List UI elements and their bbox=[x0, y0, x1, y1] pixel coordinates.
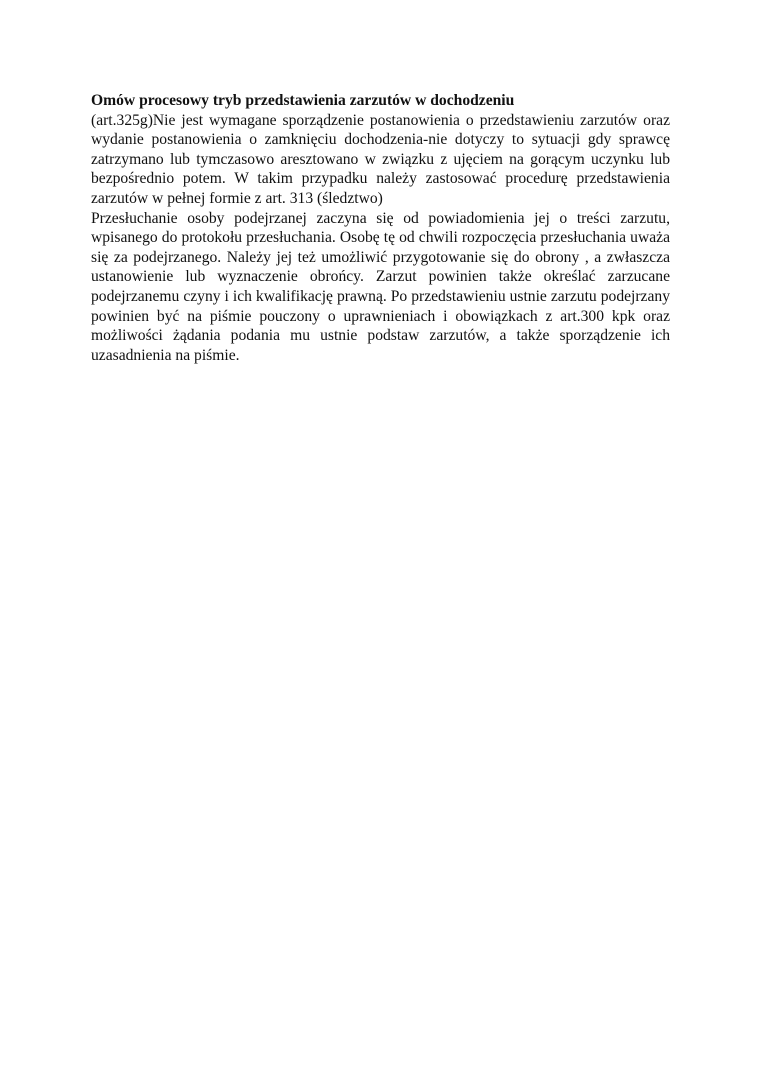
document-page bbox=[91, 91, 670, 365]
document-title: Omów procesowy tryb przedstawienia zarzutów w dochodzeniu bbox=[91, 92, 515, 109]
paragraph-przesluchanie: Przesłuchanie osoby podejrzanej zaczyna się od powiadomienia jej o treści zarzutu, wpisanego do protokołu przesłuchania. Osobę tę od chwili rozpoczęcia przesłuchania uważa się za podejrzanego. Należy jej też umożliwić przygotowanie się do obrony , a zwłaszcza ustanowienie lub wyznaczenie obrońcy. Zarzut powinien także określać zarzucane podejrzanemu czyny i ich kwalifikację prawną. Po przedstawieniu ustnie zarzutu podejrzany powinien być na piśmie pouczony o uprawnieniach i obowiązkach z art.300 kpk oraz możliwości żądania podania mu ustnie podstaw zarzutów, a także sporządzenie ich uzasadnienia na piśmie. bbox=[91, 209, 670, 364]
paragraph-art-325g: (art.325g)Nie jest wymagane sporządzenie postanowienia o przedstawieniu zarzutów oraz wydanie postanowienia o zamknięciu dochodzenia-nie dotyczy to sytuacji gdy sprawcę zatrzymano lub tymczasowo aresztowano w związku z ujęciem na gorącym uczynku lub bezpośrednio potem. W takim przypadku należy zastosować procedurę przedstawienia zarzutów w pełnej formie z art. 313 (śledztwo) bbox=[91, 111, 670, 207]
